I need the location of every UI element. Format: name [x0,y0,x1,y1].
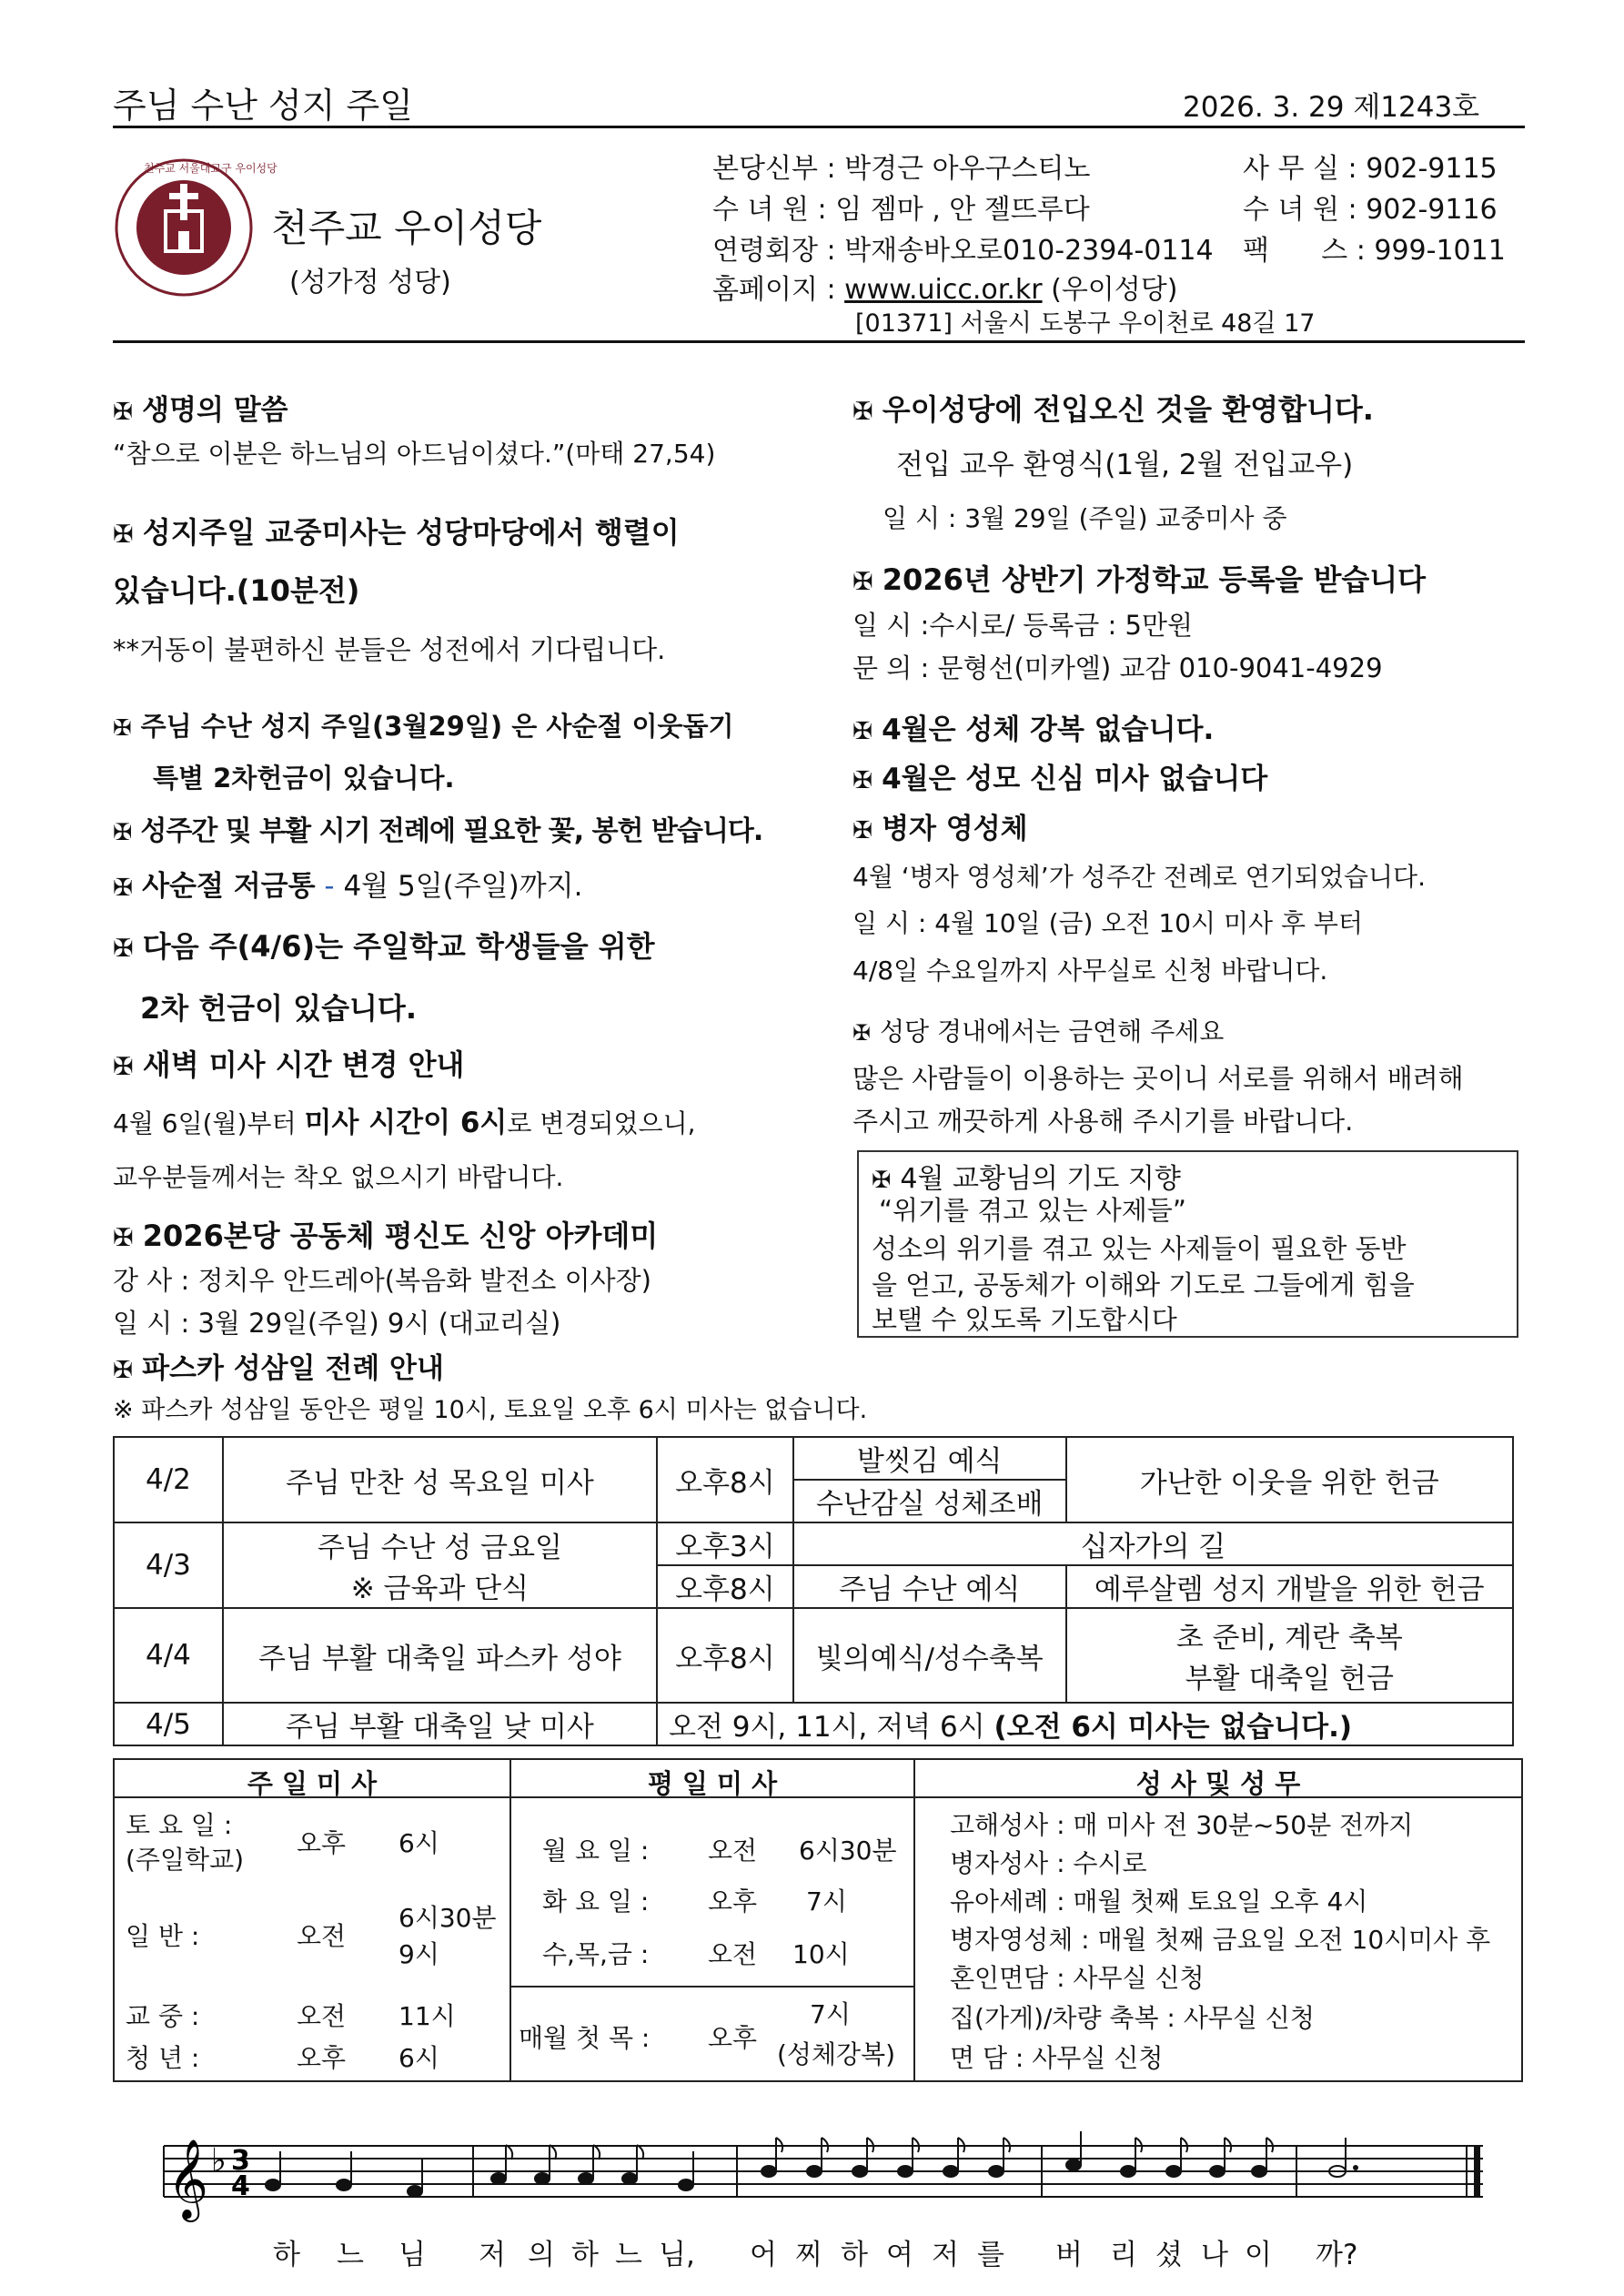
music-staff [155,2109,1492,2228]
collection-line2: 특별 2차헌금이 있습니다. [153,763,455,794]
cell-offering: 예루살렘 성지 개발을 위한 헌금 [1066,1565,1513,1608]
dawn-mass-title: ✠ 새벽 미사 시간 변경 안내 [113,1047,465,1082]
phone-office: 사 무 실 : 902-9115 [1243,153,1498,185]
academy-date: 일 시 : 3월 29일(주일) 9시 (대교리실) [113,1308,561,1339]
dawn-mass-line1: 4월 6일(월)부터 미사 시간이 6시로 변경되었으니, [113,1107,696,1139]
cell-date: 4/5 [114,1703,223,1745]
pope-intention-box [857,1150,1518,1338]
smoke-line1: 많은 사람들이 이용하는 곳이니 서로를 위해서 배려해 [852,1063,1464,1094]
pope-line1: 성소의 위기를 겪고 있는 사제들이 필요한 동반 [872,1233,1407,1264]
first-thu-ampm: 오후 [708,2023,758,2053]
svg-text:3: 3 [231,2145,250,2177]
pope-line3: 보탤 수 있도록 기도합시다 [872,1304,1177,1335]
cell-rite: 주님 수난 예식 [793,1565,1066,1608]
cross-mark-icon: ✠ [113,521,134,549]
dawn-mass-line2: 교우분들께서는 착오 없으시기 바랍니다. [113,1162,564,1192]
homepage-link[interactable]: www.uicc.or.kr [844,274,1043,306]
cross-mark-icon: ✠ [852,398,873,426]
cell-rite: 빛의예식/성수축복 [793,1608,1066,1703]
lyric-syllable: 님 [398,2239,426,2271]
wed-fri-time: 10시 [792,1939,850,1969]
sacrament-item: 병자성사 : 수시로 [950,1848,1147,1878]
weekday-mass-header: 평 일 미 사 [647,1768,778,1799]
cell-time: 오전 9시, 11시, 저녁 6시 (오전 6시 미사는 없습니다.) [657,1703,1513,1745]
smoke-title: ✠ 성당 경내에서는 금연해 주세요 [852,1017,1225,1047]
sunday-mass-header: 주 일 미 사 [247,1768,378,1799]
procession-note: **거동이 불편하신 분들은 성전에서 기다립니다. [113,634,666,665]
first-thu-note: (성체강복) [777,2039,896,2069]
lyric-syllable: 찌 [795,2239,822,2271]
cross-mark-icon: ✠ [113,714,132,741]
school-line2: 문 의 : 문형선(미카엘) 교감 010-9041-4929 [852,652,1383,683]
sick-line2: 일 시 : 4월 10일 (금) 오전 10시 미사 후 부터 [852,908,1363,938]
welcome-line1: 전입 교우 환영식(1월, 2월 전입교우) [896,449,1354,481]
lyric-syllable: 이 [1245,2239,1272,2271]
cross-mark-icon: ✠ [852,767,873,794]
cell-time: 오후3시 [657,1522,793,1565]
cell-name: 주님 부활 대축일 파스카 성야 [223,1608,657,1703]
cross-mark-icon: ✠ [113,1357,134,1384]
contact-funeral: 연령회장 : 박재송바오로010-2394-0114 [712,235,1214,267]
general-time-b: 9시 [398,1939,439,1969]
no-benediction: ✠ 4월은 성체 강복 없습니다. [852,713,1215,746]
cross-mark-icon: ✠ [113,1224,134,1252]
savings-notice: ✠ 사순절 저금통 - 4월 5일(주일)까지. [113,870,583,903]
word-text: “참으로 이분은 하느님의 아드님이셨다.”(마태 27,54) [113,439,716,469]
procession-line2: 있습니다.(10분전) [113,573,360,608]
flowers-notice: ✠ 성주간 및 부활 시기 전례에 필요한 꽃, 봉헌 받습니다. [113,815,763,847]
sacrament-item: 유아세례 : 매월 첫째 토요일 오후 4시 [950,1886,1368,1917]
welcome-line2: 일 시 : 3월 29일 (주일) 교중미사 중 [883,503,1287,533]
cell-time: 오후8시 [657,1565,793,1608]
cell-time: 오후8시 [657,1608,793,1703]
sick-line3: 4/8일 수요일까지 사무실로 신청 바랍니다. [852,956,1328,986]
general-ampm: 오전 [297,1921,347,1951]
mass-schedule [113,1758,1523,2082]
logo-ring-text: 천주교 서울대교구 우이성당 [144,162,277,175]
tue-time: 7시 [806,1886,847,1917]
parish-name: 천주교 우이성당 [271,206,542,250]
youth-time: 6시 [398,2043,439,2073]
triduum-table [113,1436,1514,1746]
table-row [114,1522,1513,1565]
lyric-syllable: 어 [750,2239,777,2271]
lyric-syllable: 를 [977,2239,1004,2271]
academy-title: ✠ 2026본당 공동체 평신도 신앙 아카데미 [113,1219,659,1253]
collection-line1: ✠ 주님 수난 성지 주일(3월29일) 은 사순절 이웃돕기 [113,711,734,742]
cross-mark-icon: ✠ [113,819,132,846]
sacrament-item: 고해성사 : 매 미사 전 30분~50분 전까지 [950,1810,1414,1840]
next-week-line2: 2차 헌금이 있습니다. [140,991,417,1026]
lyric-syllable: 하 [841,2239,868,2271]
tue-ampm: 오후 [708,1886,758,1917]
issue-date: 2026. 3. 29 제1243호 [1183,91,1480,124]
cross-mark-icon: ✠ [113,399,134,426]
no-marian-mass: ✠ 4월은 성모 신심 미사 없습니다 [852,763,1268,795]
tue-label: 화 요 일 : [542,1886,650,1917]
sat-time: 6시 [398,1828,439,1858]
contact-sisters: 수 녀 원 : 임 젬마 , 안 젤뜨루다 [712,194,1090,226]
svg-text:4: 4 [231,2170,250,2202]
main-time: 11시 [398,2001,456,2031]
sat-label-sub: (주일학교) [126,1845,245,1875]
lyric-syllable: 셨 [1155,2239,1183,2271]
lyric-syllable: 하 [571,2239,599,2271]
cell-date: 4/3 [114,1522,223,1608]
lyric-syllable: 나 [1201,2239,1228,2271]
general-label: 일 반 : [126,1921,200,1951]
table-row [114,1608,1513,1703]
table-row [114,1703,1513,1745]
sat-ampm: 오후 [297,1828,347,1858]
header-rule [113,126,1525,128]
mon-time: 6시30분 [799,1836,897,1866]
triduum-title: ✠ 파스카 성삼일 전례 안내 [113,1352,444,1385]
mon-ampm: 오전 [708,1836,758,1866]
table-row [114,1437,1513,1480]
cross-mark-icon: ✠ [852,1020,871,1046]
cross-mark-icon: ✠ [113,935,134,963]
youth-ampm: 오후 [297,2043,347,2073]
lyric-syllable: 리 [1110,2239,1137,2271]
lyric-syllable: 느 [337,2239,364,2271]
lyric-syllable: 하 [273,2239,300,2271]
academy-lecturer: 강 사 : 정치우 안드레아(복음화 발전소 이사장) [113,1265,651,1296]
cross-mark-icon: ✠ [113,1053,134,1081]
main-label: 교 중 : [126,2001,200,2031]
lyric-syllable: 느 [615,2239,642,2271]
cell-offering: 초 준비, 계란 축복 부활 대축일 헌금 [1066,1608,1513,1703]
cell-date: 4/2 [114,1437,223,1522]
contact-homepage: 홈페이지 : www.uicc.or.kr (우이성당) [712,274,1178,306]
svg-text:𝄞: 𝄞 [167,2138,208,2219]
school-title: ✠ 2026년 상반기 가정학교 등록을 받습니다 [852,562,1427,597]
wed-fri-label: 수,목,금 : [542,1939,650,1969]
lyric-syllable: 버 [1055,2239,1083,2271]
first-thu-label: 매월 첫 목 : [519,2023,651,2053]
lyric-syllable: 의 [528,2239,555,2271]
feast-title: 주님 수난 성지 주일 [113,86,413,126]
sat-label: 토 요 일 : [126,1810,233,1840]
wed-fri-ampm: 오전 [708,1939,758,1969]
triduum-note: ※ 파스카 성삼일 동안은 평일 10시, 토요일 오후 6시 미사는 없습니다. [113,1396,868,1424]
pope-title: ✠ 4월 교황님의 기도 지향 [872,1163,1181,1195]
cell-time: 오후8시 [657,1437,793,1522]
cross-mark-icon: ✠ [872,1167,892,1194]
school-line1: 일 시 :수시로/ 등록금 : 5만원 [852,610,1193,641]
cell-name: 주님 수난 성 금요일 ※ 금육과 단식 [223,1522,657,1608]
sacraments-header: 성 사 및 성 무 [1135,1768,1301,1799]
lyric-syllable: 여 [886,2239,913,2271]
cell-name: 주님 부활 대축일 낮 미사 [223,1703,657,1745]
welcome-title: ✠ 우이성당에 전입오신 것을 환영합니다. [852,392,1374,427]
cell-rite: 십자가의 길 [793,1522,1513,1565]
first-thu-time: 7시 [810,1999,851,2029]
phone-sisters: 수 녀 원 : 902-9116 [1243,194,1498,226]
word-title: ✠ 생명의 말씀 [113,394,288,427]
address: [01371] 서울시 도봉구 우이천로 48길 17 [855,309,1316,338]
youth-label: 청 년 : [126,2043,200,2073]
next-week-line1: ✠ 다음 주(4/6)는 주일학교 학생들을 위한 [113,929,655,964]
general-time-a: 6시30분 [398,1903,497,1933]
svg-text:♭: ♭ [211,2142,227,2180]
phone-fax: 팩 스 : 999-1011 [1243,235,1506,267]
main-ampm: 오전 [297,2001,347,2031]
cell-name: 주님 만찬 성 목요일 미사 [223,1437,657,1522]
cross-mark-icon: ✠ [852,568,873,596]
smoke-line2: 주시고 깨끗하게 사용해 주시기를 바랍니다. [852,1106,1354,1137]
sick-communion-title: ✠ 병자 영성체 [852,813,1028,845]
lyrics [273,2231,1365,2277]
sick-line1: 4월 ‘병자 영성체’가 성주간 전례로 연기되었습니다. [852,862,1426,892]
lyric-syllable: 저 [932,2239,959,2271]
lyric-syllable: 님, [659,2239,695,2271]
cross-mark-icon: ✠ [113,875,134,902]
mon-label: 월 요 일 : [542,1836,650,1866]
cell-rite: 발씻김 예식 [793,1437,1066,1480]
pope-line2: 을 얻고, 공동체가 이해와 기도로 그들에게 힘을 [872,1269,1415,1300]
cell-offering: 가난한 이웃을 위한 헌금 [1066,1437,1513,1522]
parish-logo [113,157,277,298]
sacrament-item: 면 담 : 사무실 신청 [950,2043,1164,2073]
cell-rite: 수난감실 성체조배 [793,1480,1066,1522]
lyric-syllable: 까? [1316,2239,1358,2271]
lyric-syllable: 저 [479,2239,506,2271]
cross-mark-icon: ✠ [852,718,873,745]
cross-mark-icon: ✠ [852,817,873,845]
sacrament-item: 병자영성체 : 매월 첫째 금요일 오전 10시미사 후 [950,1925,1491,1955]
cell-date: 4/4 [114,1608,223,1703]
procession-line1: ✠ 성지주일 교중미사는 성당마당에서 행렬이 [113,515,680,550]
contact-pastor: 본당신부 : 박경근 아우구스티노 [712,153,1091,185]
sacrament-item: 집(가게)/차량 축복 : 사무실 신청 [950,2003,1315,2033]
pope-intention-title: “위기를 겪고 있는 사제들” [879,1195,1186,1226]
sacrament-item: 혼인면담 : 사무실 신청 [950,1963,1205,1993]
parish-subtitle: (성가정 성당) [289,267,451,298]
header-bottom-rule [113,340,1525,343]
